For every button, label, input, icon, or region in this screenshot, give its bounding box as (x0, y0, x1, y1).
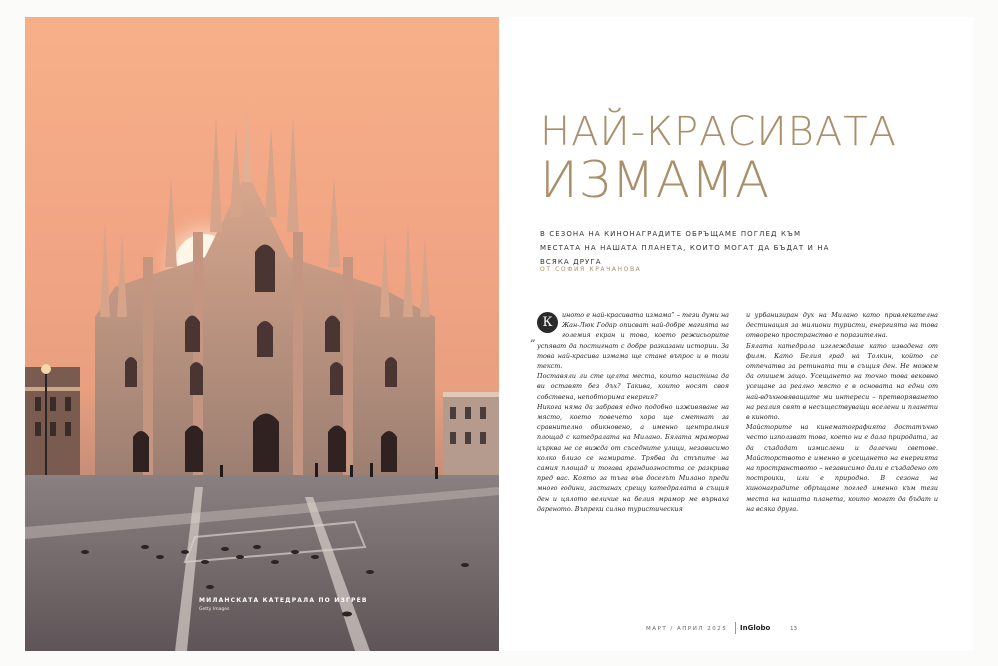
paragraph: иното е най-красивата измама” – тези думи на Жан-Люк Годар описват най-добре магията на големия екран и това, което режисьорите успяват да постигнат с добре разказани истории. За това най-красива измама ще стане въпрос и в този текст. (537, 311, 729, 371)
photo-caption: МИЛАНСКАТА КАТЕДРАЛА ПО ИЗГРЕВ (199, 597, 368, 604)
text-column-1 (537, 310, 729, 514)
paragraph: Никога няма да забравя едно подобно изживяване на място, което повечето хора ще сметнат за сравнително обикновено, а именно централния площад с катедралата на Милано. Бялата мраморна църква не се вижда от съседните улици, независимо колко близо се намирате. Трябва да стъпите на самия площад и тогава грандиозността се разкрива пред вас. Която за тъга във досегът Милано преди много години, застанах срещу катедралата в същия ден и цялото величие на белия мрамор ме върнаха дареното. Въпреки силно туристическия (537, 402, 729, 513)
paragraph: и урбанизиран дух на Милано като привлекателна дестинация за милиони туристи, енергията на това отворено пространство е поразителна. (746, 311, 938, 340)
paragraph: Бялата катедрала изглеждаше като извадена от филм. Като Белия град на Толкин, който се отпечатва за ретината ти в същия ден. Не можем да опишем защо. Усещането на точно това вековно усещане за реално място е в основата на едни от най-вдъхновяващите ми интереси – претворяването на реалия свят в несъществуващи вселени и планети в киното. (746, 341, 938, 422)
quote-mark: „ (530, 331, 536, 344)
page-number: 13 (790, 626, 797, 632)
article-subhead: В СЕЗОНА НА КИНОНАГРАДИТЕ ОБРЪЩАМЕ ПОГЛЕД КЪМ МЕСТАТА НА НАШАТА ПЛАНЕТА, КОИТО МОГАТ ДА БЪДАТ И НА ВСЯКА ДРУГА (540, 230, 830, 266)
article-byline: ОТ СОФИЯ КРАЧАНОВА (540, 266, 642, 273)
article-title (540, 109, 897, 209)
paragraph: Поставяли ли сте целта места, които наистина да ви оставят без дъх? Такива, които носят своя собствена, непобторима енергия? (537, 372, 729, 401)
cathedral-illustration (25, 17, 499, 651)
magazine-logo: InGlobo (740, 624, 771, 632)
paragraph: Майсторите на кинематографията достатъчно често използват това, което ни е дала природата, за да създадат измислени и далечни светове. Майсторството е именно в усещането на енергията на пространството – независимо дали е създадено от построики, или е природно. В сезона на кинонаградите обръщаме поглед именно към тези места на нашата планета, които могат да бъдат и на всяка друга. (746, 423, 938, 513)
text-column-2 (746, 310, 938, 514)
footer-divider (735, 622, 736, 634)
issue-date: МАРТ / АПРИЛ 2025 (646, 626, 728, 632)
title-line-1: НАЙ-КРАСИВАТА (540, 109, 897, 155)
dropcap-letter: К (537, 312, 558, 333)
title-line-2: ИЗМАМА (540, 151, 771, 209)
cathedral-photo (25, 17, 499, 651)
photo-credit: Getty Images (199, 607, 230, 612)
